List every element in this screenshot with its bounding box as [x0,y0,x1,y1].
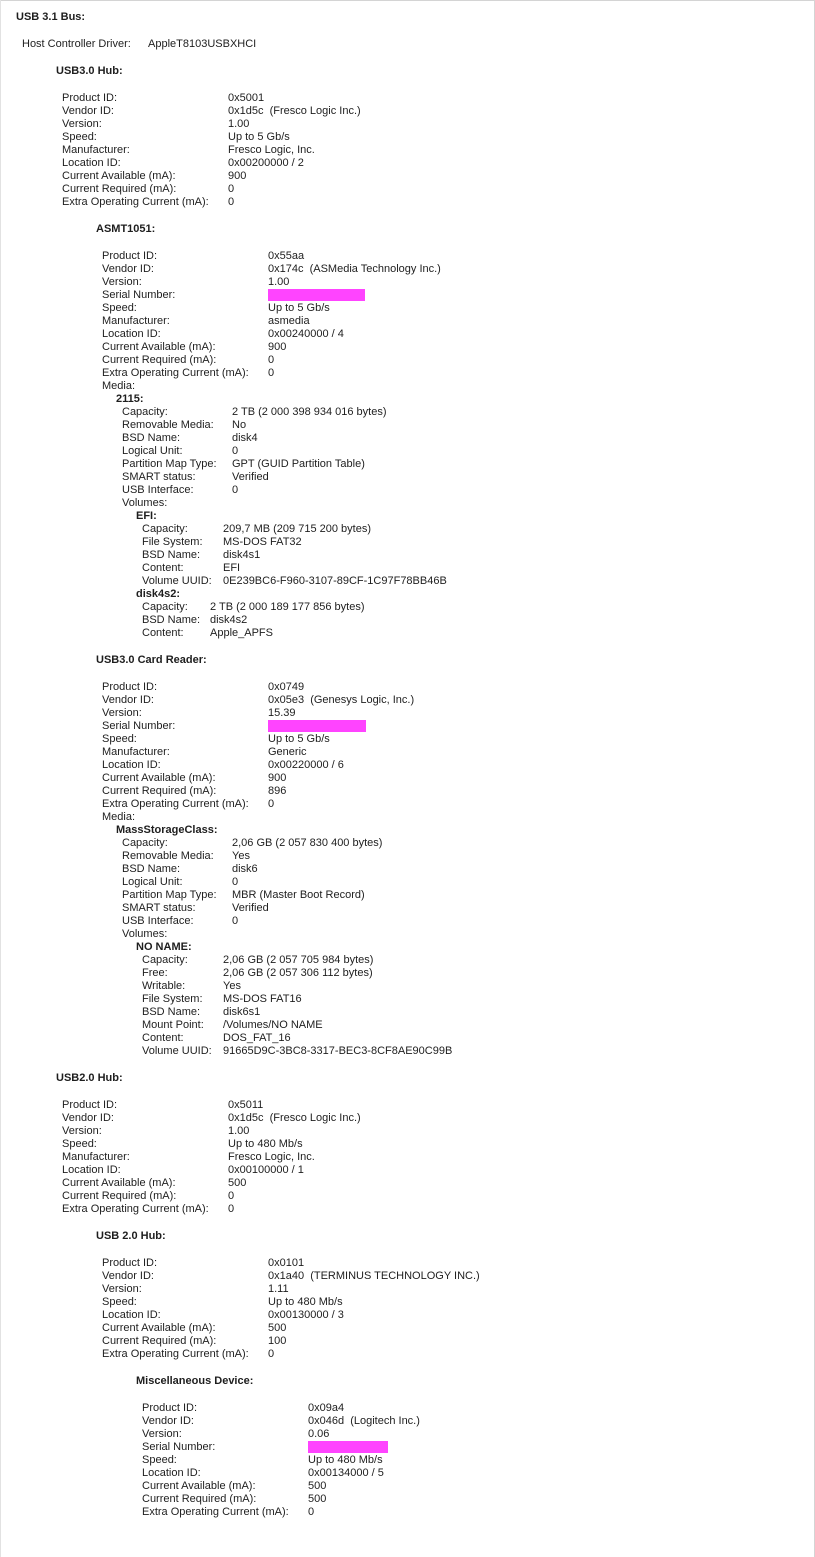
property-label: Extra Operating Current (mA): [142,1506,289,1518]
property-label: Current Available (mA): [102,341,216,353]
property-label: Vendor ID: [142,1415,194,1427]
property-label: Partition Map Type: [122,458,217,470]
property-label: Manufacturer: [62,144,130,156]
property-label: Current Available (mA): [102,772,216,784]
property-value: 0x0749 [268,681,305,693]
property-label: Location ID: [142,1467,201,1479]
property-value: Yes [232,850,250,862]
device-title: USB3.0 Hub: [56,65,123,77]
property-label: Extra Operating Current (mA): [102,367,249,379]
property-label: Current Required (mA): [102,1335,217,1347]
property-value: 1.00 [228,1125,250,1137]
property-value: 900 [228,170,247,182]
property-label: Capacity: [142,954,188,966]
property-value: 1.11 [268,1283,289,1295]
property-value: 0 [268,1348,275,1360]
property-value: 0 [232,445,239,457]
property-label: Product ID: [142,1402,198,1414]
property-value: 2,06 GB (2 057 830 400 bytes) [232,837,383,849]
property-label: Extra Operating Current (mA): [102,798,249,810]
device-title: Miscellaneous Device: [136,1375,254,1387]
property-value: disk4 [232,432,258,444]
property-value: Up to 5 Gb/s [228,131,290,143]
property-label: Capacity: [142,523,188,535]
property-label: Extra Operating Current (mA): [62,1203,209,1215]
property-value: Verified [232,902,269,914]
device-title: USB3.0 Card Reader: [96,654,207,666]
property-label: Removable Media: [122,419,214,431]
property-label: Content: [142,627,184,639]
property-label: Current Required (mA): [62,183,177,195]
property-label: File System: [142,993,203,1005]
property-value: 0x1d5c (Fresco Logic Inc.) [228,1112,361,1124]
property-value: Up to 5 Gb/s [268,733,330,745]
property-value: 0x5001 [228,92,265,104]
property-label: Serial Number: [142,1441,216,1453]
property-value: 0 [232,915,239,927]
property-label: Logical Unit: [122,445,183,457]
property-label: BSD Name: [122,432,181,444]
host-controller-label: Host Controller Driver: [22,38,131,50]
property-label: Removable Media: [122,850,214,862]
volume-title: EFI: [136,510,157,522]
property-value: 1.00 [228,118,250,130]
property-value: Up to 5 Gb/s [268,302,330,314]
property-label: BSD Name: [142,614,201,626]
property-label: Content: [142,1032,184,1044]
property-value: disk6s1 [223,1006,261,1018]
property-value: 0 [308,1506,315,1518]
property-label: Capacity: [122,406,168,418]
property-label: Current Available (mA): [102,1322,216,1334]
property-label: Current Available (mA): [62,1177,176,1189]
property-label: Content: [142,562,184,574]
property-value: disk4s2 [210,614,248,626]
property-value: 0 [268,367,275,379]
property-label: Product ID: [102,681,158,693]
property-value: MBR (Master Boot Record) [232,889,365,901]
property-value: disk6 [232,863,258,875]
property-value: No [232,419,247,431]
property-value: disk4s1 [223,549,261,561]
property-value: asmedia [268,315,310,327]
property-label: Current Required (mA): [62,1190,177,1202]
property-value: 0 [228,1190,235,1202]
property-value: 0x0101 [268,1257,305,1269]
property-label: Vendor ID: [62,105,114,117]
property-label: Version: [62,118,102,130]
property-value: 900 [268,772,287,784]
property-label: Partition Map Type: [122,889,217,901]
property-label: Volumes: [122,497,168,509]
property-label: Speed: [102,1296,137,1308]
property-value: 0 [228,183,235,195]
property-value: 500 [228,1177,247,1189]
property-label: Speed: [102,733,137,745]
property-label: Extra Operating Current (mA): [62,196,209,208]
property-value: Apple_APFS [210,627,273,639]
property-value: 500 [308,1480,327,1492]
property-value: 0x00130000 / 3 [268,1309,344,1321]
property-value: 0 [268,798,275,810]
property-value: 0x00220000 / 6 [268,759,344,771]
property-value: Yes [223,980,241,992]
property-value: 0x5011 [228,1099,264,1111]
property-label: Manufacturer: [102,315,170,327]
serial-number-redaction [268,289,365,301]
property-label: Manufacturer: [62,1151,130,1163]
property-value: 0x046d (Logitech Inc.) [308,1415,420,1427]
property-label: Current Available (mA): [142,1480,256,1492]
device-title: ASMT1051: [96,223,156,235]
property-value: 0x1d5c (Fresco Logic Inc.) [228,105,361,117]
property-value: 896 [268,785,287,797]
property-label: Version: [102,276,142,288]
property-label: SMART status: [122,471,196,483]
property-label: Writable: [142,980,186,992]
property-value: 209,7 MB (209 715 200 bytes) [223,523,371,535]
property-label: Serial Number: [102,289,176,301]
property-label: BSD Name: [122,863,181,875]
property-label: Current Required (mA): [102,354,217,366]
property-value: GPT (GUID Partition Table) [232,458,365,470]
property-value: 15.39 [268,707,296,719]
property-value: 500 [308,1493,327,1505]
property-label: Volumes: [122,928,168,940]
property-label: BSD Name: [142,549,201,561]
property-value: 0x00100000 / 1 [228,1164,304,1176]
property-value: Verified [232,471,269,483]
property-value: Up to 480 Mb/s [308,1454,383,1466]
property-label: Media: [102,380,136,392]
property-label: Location ID: [102,759,161,771]
property-value: Generic [268,746,307,758]
property-value: 2 TB (2 000 398 934 016 bytes) [232,406,387,418]
property-value: 0x05e3 (Genesys Logic, Inc.) [268,694,415,706]
property-value: 0 [268,354,275,366]
property-label: SMART status: [122,902,196,914]
property-label: Product ID: [62,92,118,104]
property-value: 900 [268,341,287,353]
serial-number-redaction [268,720,366,732]
panel-top-border [0,0,815,1]
property-value: 0x00240000 / 4 [268,328,344,340]
property-value: MS-DOS FAT32 [223,536,302,548]
property-label: File System: [142,536,203,548]
property-value: 100 [268,1335,287,1347]
volume-title: NO NAME: [136,941,192,953]
property-value: Up to 480 Mb/s [228,1138,303,1150]
property-label: Product ID: [62,1099,118,1111]
property-label: BSD Name: [142,1006,201,1018]
property-label: Vendor ID: [62,1112,114,1124]
property-label: Speed: [62,131,97,143]
property-label: Speed: [62,1138,97,1150]
property-label: Speed: [142,1454,177,1466]
property-label: Volume UUID: [142,1045,212,1057]
property-value: 0x00134000 / 5 [308,1467,384,1479]
property-label: Serial Number: [102,720,176,732]
property-value: Fresco Logic, Inc. [228,1151,315,1163]
property-label: Location ID: [62,1164,121,1176]
property-value: 0 [232,876,239,888]
property-value: 0.06 [308,1428,330,1440]
serial-number-redaction [308,1441,388,1453]
property-label: Location ID: [62,157,121,169]
property-value: DOS_FAT_16 [223,1032,291,1044]
property-label: Vendor ID: [102,263,154,275]
property-label: USB Interface: [122,484,194,496]
property-value: 0x1a40 (TERMINUS TECHNOLOGY INC.) [268,1270,480,1282]
property-value: 0 [228,196,235,208]
property-value: MS-DOS FAT16 [223,993,302,1005]
device-title: USB2.0 Hub: [56,1072,123,1084]
property-value: 0 [228,1203,235,1215]
property-label: Version: [102,707,142,719]
property-value: 2,06 GB (2 057 306 112 bytes) [223,967,373,979]
property-label: Manufacturer: [102,746,170,758]
property-value: 0x174c (ASMedia Technology Inc.) [268,263,441,275]
panel-left-border [0,0,1,1557]
property-label: Vendor ID: [102,694,154,706]
property-label: USB Interface: [122,915,194,927]
device-title: USB 2.0 Hub: [96,1230,166,1242]
property-value: 0x55aa [268,250,305,262]
volume-title: disk4s2: [136,588,181,600]
property-label: Volume UUID: [142,575,212,587]
property-value: 0x00200000 / 2 [228,157,304,169]
property-value: 500 [268,1322,287,1334]
media-title: MassStorageClass: [116,824,218,836]
property-label: Capacity: [142,601,188,613]
property-label: Product ID: [102,250,158,262]
property-value: 0E239BC6-F960-3107-89CF-1C97F78BB46B [223,575,447,587]
property-value: 91665D9C-3BC8-3317-BEC3-8CF8AE90C99B [223,1045,453,1057]
property-label: Extra Operating Current (mA): [102,1348,249,1360]
property-value: 0x09a4 [308,1402,345,1414]
media-title: 2115: [116,393,144,405]
property-label: Current Available (mA): [62,170,176,182]
property-label: Capacity: [122,837,168,849]
property-label: Free: [142,967,168,979]
property-value: 2,06 GB (2 057 705 984 bytes) [223,954,374,966]
property-label: Version: [142,1428,182,1440]
property-label: Version: [62,1125,102,1137]
property-label: Speed: [102,302,137,314]
property-value: 1.00 [268,276,290,288]
property-value: Fresco Logic, Inc. [228,144,315,156]
property-label: Current Required (mA): [142,1493,257,1505]
property-label: Vendor ID: [102,1270,154,1282]
host-controller-value: AppleT8103USBXHCI [148,38,257,50]
property-value: EFI [223,562,241,574]
property-value: Up to 480 Mb/s [268,1296,343,1308]
bus-title: USB 3.1 Bus: [16,11,86,23]
property-label: Media: [102,811,136,823]
property-value: 0 [232,484,239,496]
property-label: Current Required (mA): [102,785,217,797]
property-label: Version: [102,1283,142,1295]
property-value: /Volumes/NO NAME [223,1019,323,1031]
property-label: Location ID: [102,328,161,340]
property-label: Mount Point: [142,1019,204,1031]
property-label: Product ID: [102,1257,158,1269]
property-value: 2 TB (2 000 189 177 856 bytes) [210,601,365,613]
property-label: Location ID: [102,1309,161,1321]
property-label: Logical Unit: [122,876,183,888]
